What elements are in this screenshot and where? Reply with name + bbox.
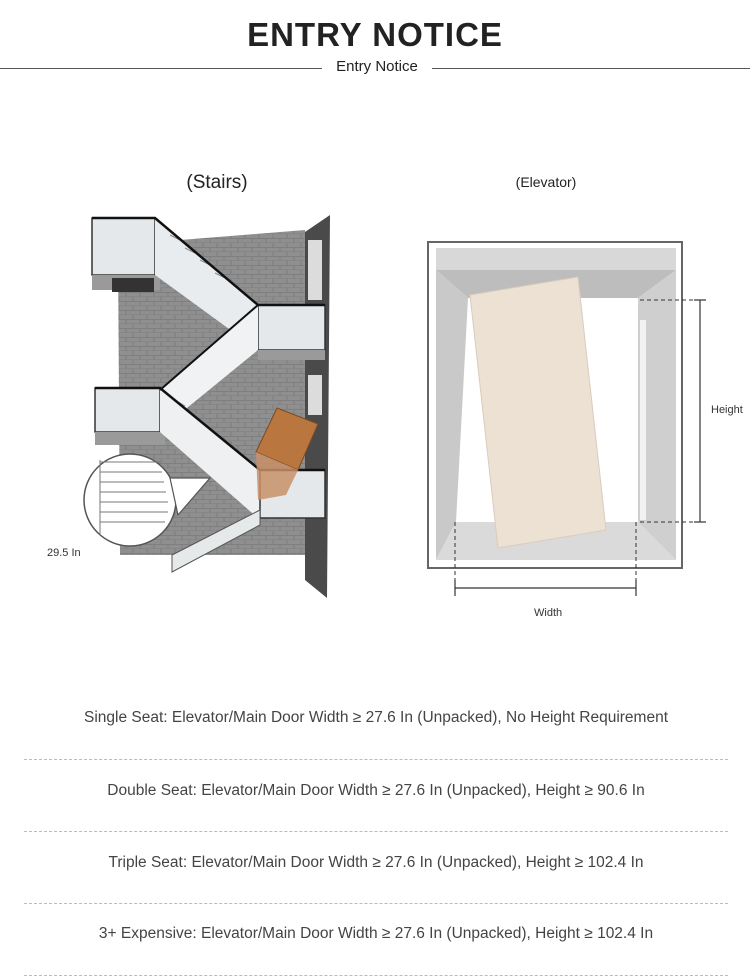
requirement-single-seat [24, 687, 728, 760]
elevator-width-label: Width [534, 607, 563, 619]
requirement-text: Single Seat: Elevator/Main Door Width ≥ 27.6 In (Unpacked), No Height Requirement [83, 709, 668, 726]
page-title: ENTRY NOTICE [247, 16, 503, 53]
stairs-width-label: 29.5 In [47, 547, 81, 559]
requirement-triple-seat [24, 831, 728, 904]
elevator-door-strip [640, 320, 646, 520]
elevator-height-label: Height [711, 404, 743, 416]
requirement-expensive [24, 903, 728, 976]
elevator-title: (Elevator) [515, 174, 577, 190]
requirement-text: Double Seat: Elevator/Main Door Width ≥ 27.6 In (Unpacked), Height ≥ 90.6 In [107, 782, 645, 799]
elevator-ceiling [436, 248, 676, 270]
requirement-text: 3+ Expensive: Elevator/Main Door Width ≥ 27.6 In (Unpacked), Height ≥ 102.4 In [98, 925, 654, 942]
page-subtitle: Entry Notice [336, 58, 418, 75]
requirement-text: Triple Seat: Elevator/Main Door Width ≥ 27.6 In (Unpacked), Height ≥ 102.4 In [108, 854, 644, 871]
stairs-title: (Stairs) [186, 172, 248, 193]
requirement-double-seat [24, 759, 728, 832]
